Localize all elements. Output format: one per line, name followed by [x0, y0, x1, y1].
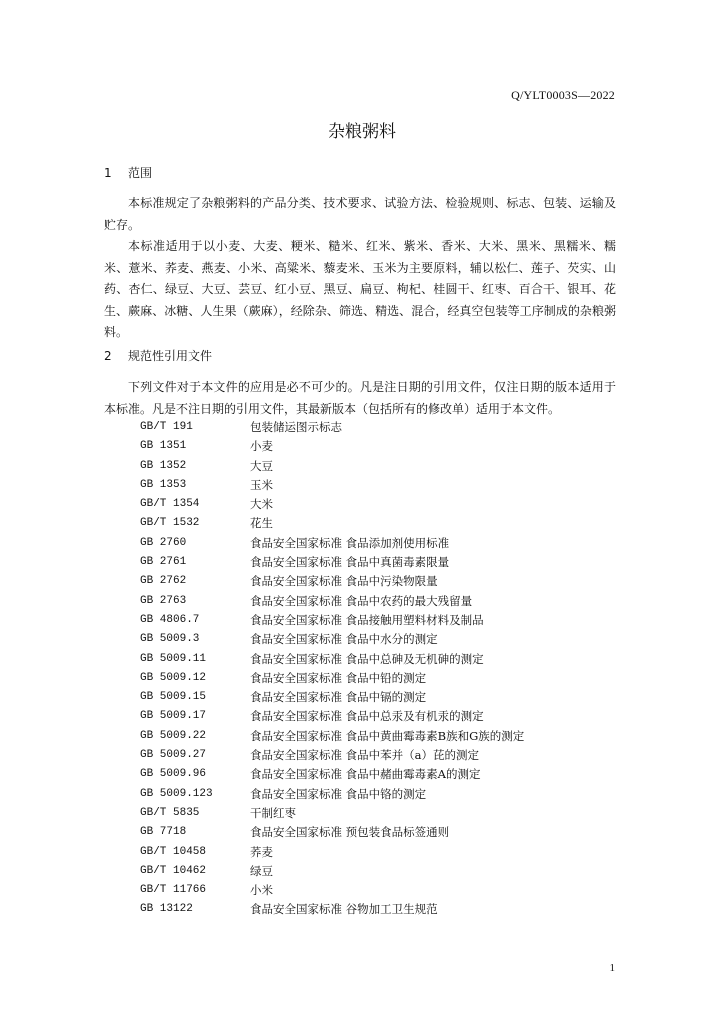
reference-title: 食品安全国家标准 食品中铅的测定 [250, 670, 427, 685]
reference-code: GB/T 1354 [140, 498, 200, 511]
reference-code: GB 2762 [140, 575, 187, 588]
reference-title: 干制红枣 [250, 805, 296, 820]
page-number: 1 [609, 962, 615, 974]
reference-title: 食品安全国家标准 食品中黄曲霉毒素B族和G族的测定 [250, 728, 525, 743]
reference-row [140, 572, 610, 591]
reference-code: GB 2763 [140, 594, 187, 607]
reference-code: GB 5009.27 [140, 749, 207, 762]
reference-code: GB/T 11766 [140, 884, 207, 897]
reference-code: GB 5009.17 [140, 710, 207, 723]
reference-title: 食品安全国家标准 食品中苯并（a）芘的测定 [250, 748, 480, 763]
scope-paragraph-1: 本标准规定了杂粮粥料的产品分类、技术要求、试验方法、检验规则、标志、包装、运输及贮存。 [104, 196, 616, 232]
reference-code: GB 5009.22 [140, 729, 207, 742]
reference-row [140, 823, 610, 842]
section-title: 范围 [128, 166, 153, 180]
reference-code: GB 1352 [140, 459, 187, 472]
reference-title: 大豆 [250, 458, 273, 473]
reference-title: 大米 [250, 497, 273, 512]
reference-code: GB 1351 [140, 440, 187, 453]
reference-row [140, 900, 610, 919]
reference-title: 食品安全国家标准 食品中镉的测定 [250, 690, 427, 705]
reference-row [140, 688, 610, 707]
reference-title: 花生 [250, 516, 273, 531]
section-title: 规范性引用文件 [128, 349, 213, 363]
document-number: Q/YLT0003S—2022 [511, 88, 615, 102]
document-title: 杂粮粥料 [328, 122, 396, 142]
reference-title: 食品安全国家标准 预包装食品标签通则 [250, 825, 450, 840]
reference-title: 包装储运图示标志 [250, 420, 342, 434]
reference-code: GB 5009.3 [140, 633, 200, 646]
reference-title: 小麦 [250, 439, 273, 454]
reference-title: 食品安全国家标准 食品中总汞及有机汞的测定 [250, 709, 484, 724]
reference-title: 荞麦 [250, 844, 273, 859]
reference-title: 食品安全国家标准 食品中铬的测定 [250, 786, 427, 801]
reference-code: GB 5009.15 [140, 691, 207, 704]
reference-code: GB 7718 [140, 826, 187, 839]
section-number: 2 [104, 349, 112, 363]
reference-title: 小米 [250, 883, 273, 898]
reference-code: GB 2760 [140, 536, 187, 549]
reference-code: GB/T 1532 [140, 517, 200, 530]
reference-row [140, 650, 610, 669]
reference-row [140, 862, 610, 881]
reference-row [140, 457, 610, 476]
reference-title: 食品安全国家标准 谷物加工卫生规范 [250, 902, 438, 917]
reference-row [140, 514, 610, 533]
reference-row [140, 746, 610, 765]
reference-title: 食品安全国家标准 食品中水分的测定 [250, 632, 438, 647]
references-intro-paragraph: 下列文件对于本文件的应用是必不可少的。凡是注日期的引用文件，仅注日期的版本适用于本标准。凡是不注日期的引用文件，其最新版本（包括所有的修改单）适用于本文件。 [104, 380, 616, 416]
reference-row [140, 611, 610, 630]
reference-row [140, 495, 610, 514]
reference-row [140, 418, 610, 437]
scope-paragraph-2: 本标准适用于以小麦、大麦、粳米、糙米、红米、紫米、香米、大米、黑米、黑糯米、糯米、薏米、荞麦、燕麦、小米、高粱米、藜麦米、玉米为主要原料，辅以松仁、莲子、芡实、山药、杏仁、绿豆、大豆、芸豆、红小豆、黑豆、扁豆、枸杞、桂圆干、红枣、百合干、银耳、花生、蕨麻、冰糖、人生果（蕨麻），经除杂、筛选、精选、混合，经真空包装等工序制成的杂粮粥料。 [104, 239, 616, 339]
reference-code: GB 13122 [140, 903, 193, 916]
reference-code: GB 5009.12 [140, 671, 207, 684]
section-heading-normative-references [104, 347, 212, 364]
reference-row [140, 765, 610, 784]
reference-title: 食品安全国家标准 食品接触用塑料材料及制品 [250, 612, 484, 627]
reference-title: 食品安全国家标准 食品中农药的最大残留量 [250, 593, 473, 608]
reference-row [140, 534, 610, 553]
reference-row [140, 707, 610, 726]
reference-title: 绿豆 [250, 863, 273, 878]
reference-row [140, 785, 610, 804]
reference-title: 食品安全国家标准 食品添加剂使用标准 [250, 535, 450, 550]
reference-row [140, 630, 610, 649]
reference-list [140, 418, 610, 920]
reference-title: 食品安全国家标准 食品中赭曲霉毒素A的测定 [250, 767, 481, 782]
reference-code: GB 5009.96 [140, 768, 207, 781]
reference-code: GB 2761 [140, 556, 187, 569]
reference-code: GB/T 10462 [140, 864, 207, 877]
reference-row [140, 553, 610, 572]
reference-row [140, 804, 610, 823]
reference-row [140, 476, 610, 495]
section-number: 1 [104, 166, 112, 180]
reference-title: 玉米 [250, 477, 273, 492]
reference-title: 食品安全国家标准 食品中总砷及无机砷的测定 [250, 651, 484, 666]
reference-code: GB 5009.123 [140, 787, 213, 800]
reference-code: GB 5009.11 [140, 652, 207, 665]
reference-code: GB/T 5835 [140, 806, 200, 819]
reference-code: GB/T 191 [140, 421, 193, 433]
reference-code: GB 4806.7 [140, 613, 200, 626]
reference-code: GB/T 10458 [140, 845, 207, 858]
reference-row [140, 437, 610, 456]
section-heading-scope [104, 164, 152, 181]
reference-title: 食品安全国家标准 食品中污染物限量 [250, 574, 438, 589]
reference-code: GB 1353 [140, 478, 187, 491]
reference-row [140, 843, 610, 862]
reference-row [140, 592, 610, 611]
reference-row [140, 727, 610, 746]
reference-row [140, 881, 610, 900]
reference-title: 食品安全国家标准 食品中真菌毒素限量 [250, 555, 450, 570]
reference-row [140, 669, 610, 688]
